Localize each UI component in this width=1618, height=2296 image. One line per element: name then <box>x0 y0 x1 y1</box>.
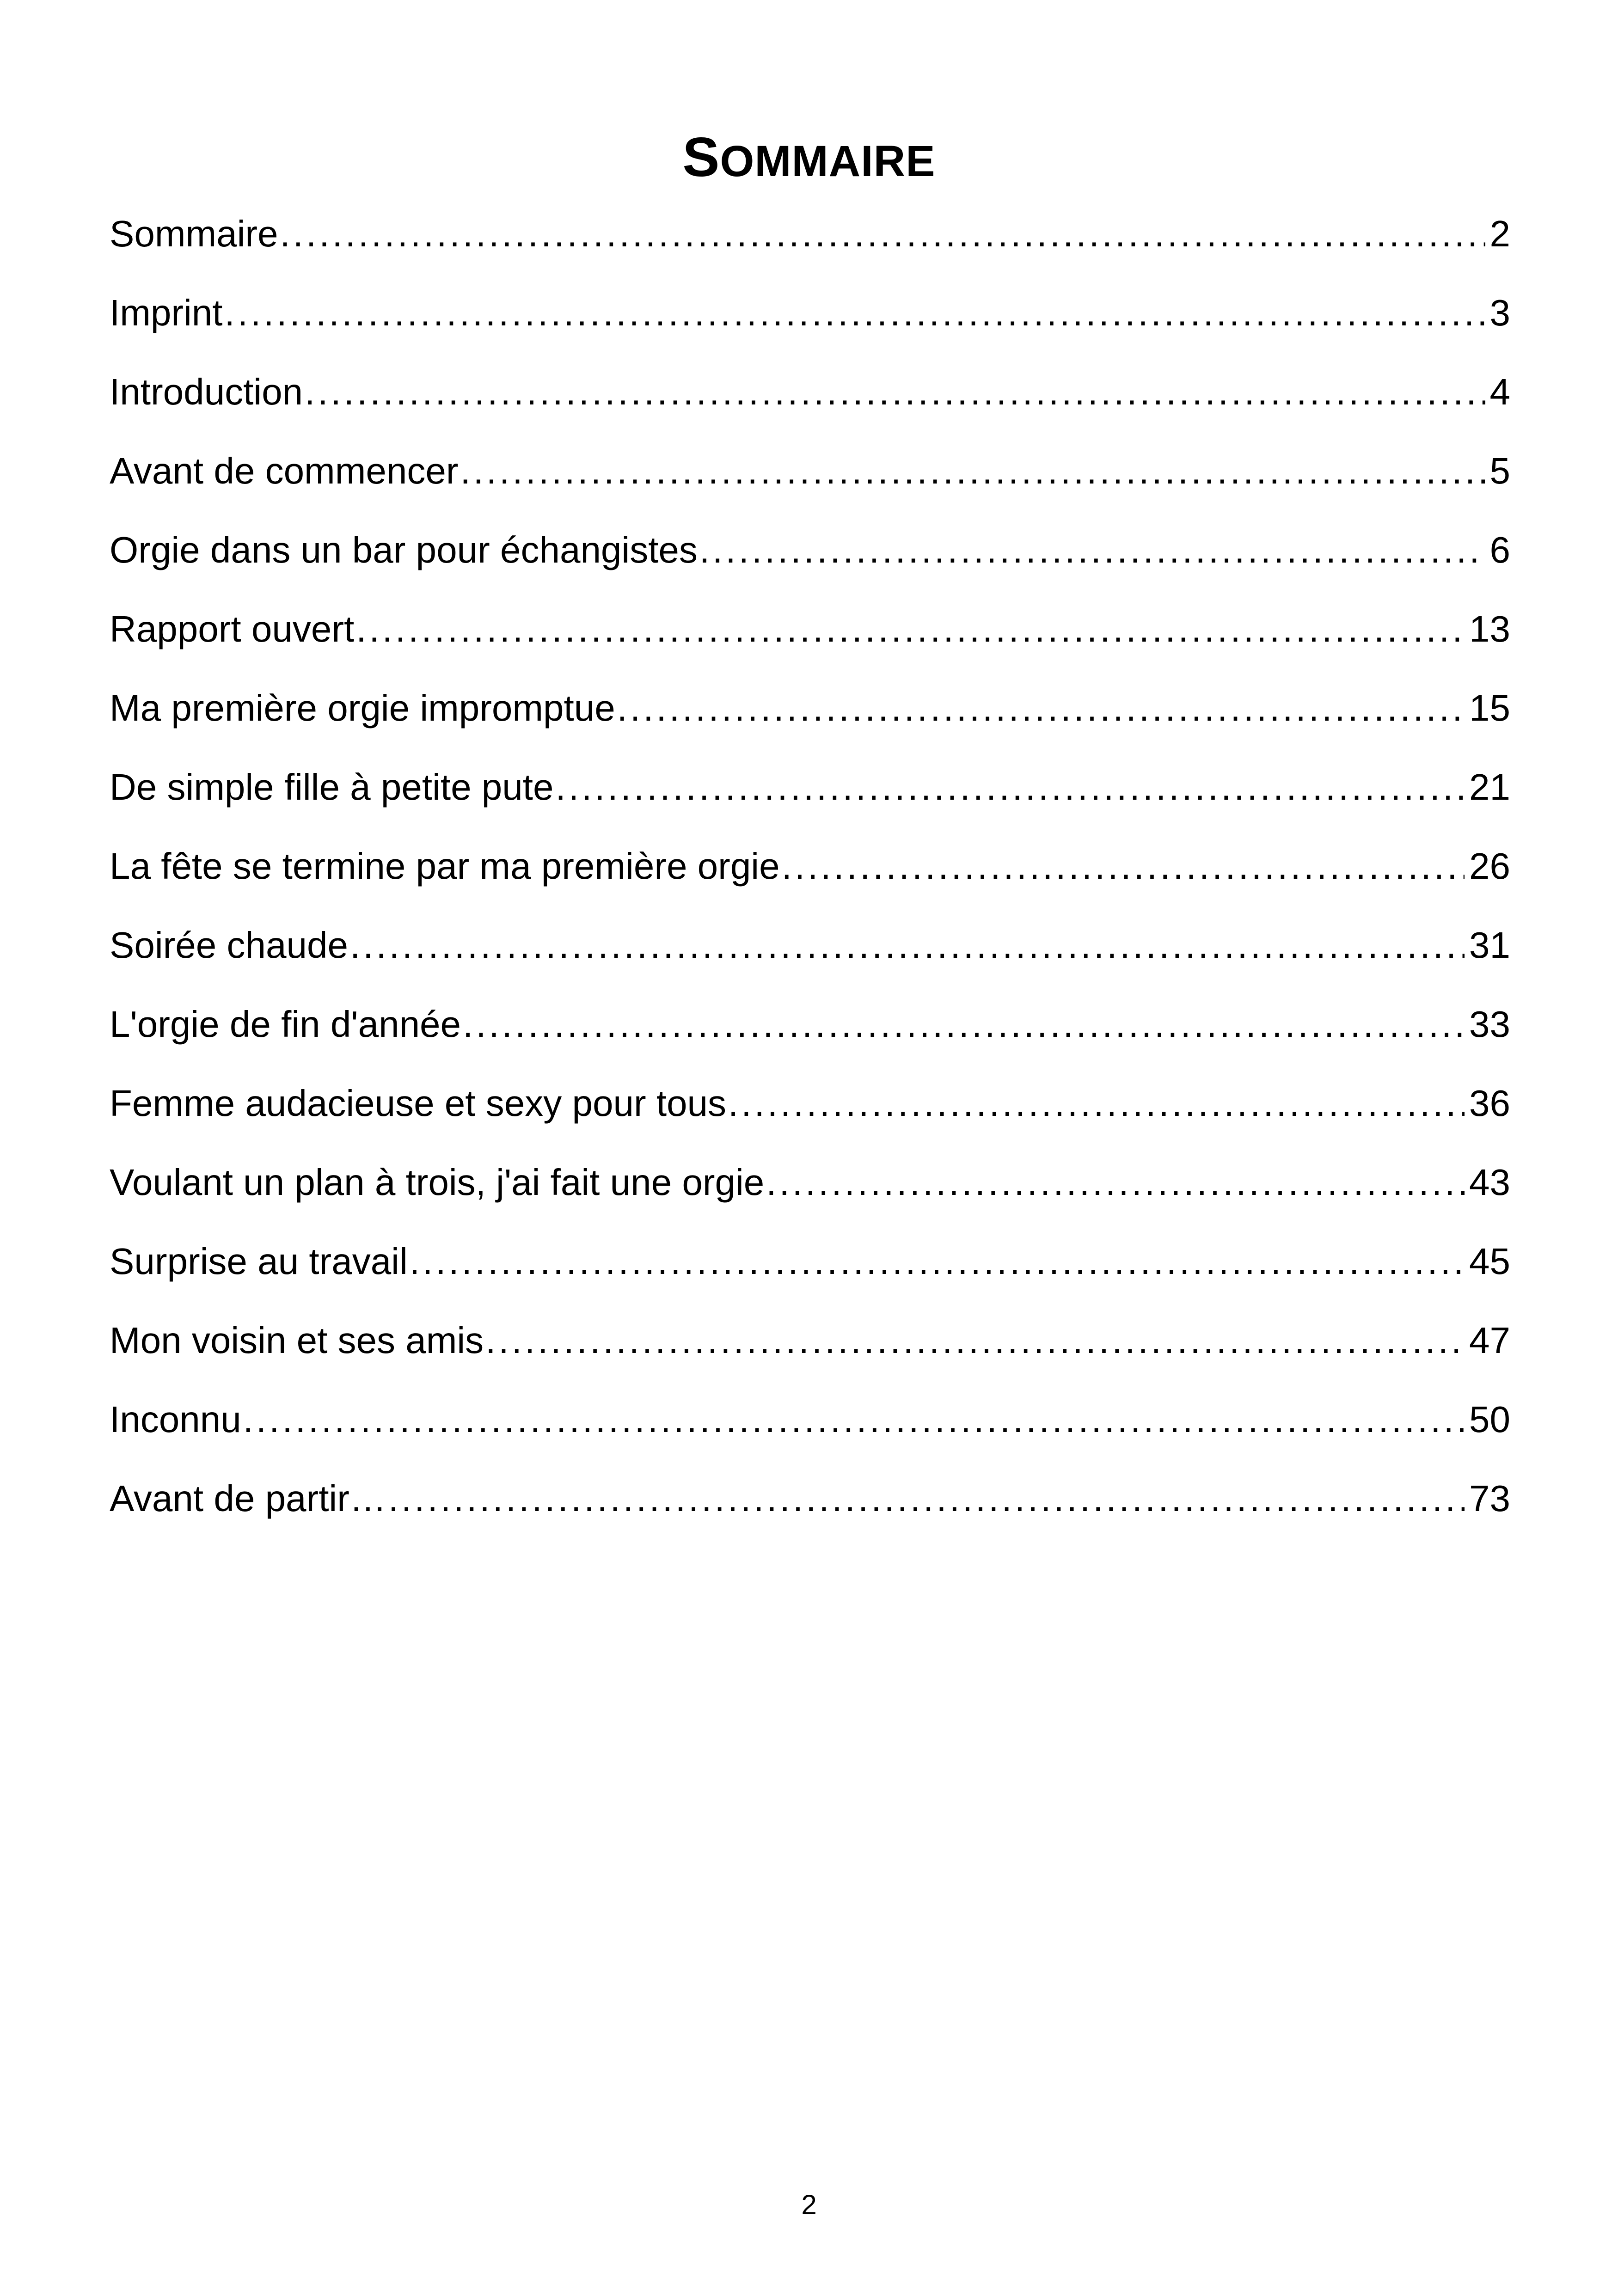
toc-entry-label: La fête se termine par ma première orgie <box>110 845 782 888</box>
toc-leader-dots <box>388 1477 1465 1520</box>
toc-entry-label: Femme audacieuse et sexy pour tous <box>110 1082 728 1125</box>
toc-leader-dots <box>728 1082 1465 1125</box>
toc-entry[interactable] <box>110 1301 1510 1380</box>
toc-entry-label: Surprise au travail <box>110 1240 410 1283</box>
toc-leader-dots <box>410 1240 1465 1283</box>
toc-entry[interactable] <box>110 985 1510 1064</box>
toc-leader-dots <box>225 292 1485 334</box>
page-title-rest: OMMAIRE <box>720 137 936 186</box>
toc-entry-label: Avant de commencer <box>110 450 460 492</box>
toc-leader-dots <box>617 687 1465 729</box>
toc-entry[interactable] <box>110 1380 1510 1459</box>
toc-entry-label: Introduction <box>110 371 305 413</box>
toc-entry-page: 31 <box>1465 924 1510 967</box>
toc-entry-label: Imprint <box>110 292 225 334</box>
toc-leader-dots <box>463 1003 1465 1046</box>
toc-entry-label: Avant de partir… <box>110 1477 388 1520</box>
toc-entry-label: Soirée chaude <box>110 924 350 967</box>
toc-entry-label: Sommaire <box>110 213 280 255</box>
toc-entry[interactable] <box>110 1459 1510 1538</box>
toc-entry-page: 13 <box>1465 608 1510 650</box>
toc-leader-dots <box>305 371 1485 413</box>
toc-leader-dots <box>280 213 1485 255</box>
toc-entry-page: 26 <box>1465 845 1510 888</box>
toc-leader-dots <box>485 1319 1465 1362</box>
toc-entry-page: 15 <box>1465 687 1510 729</box>
toc-entry-page: 43 <box>1465 1161 1510 1204</box>
toc-entry-page: 5 <box>1485 450 1511 492</box>
page-number: 2 <box>801 2189 817 2220</box>
page-title-initial: S <box>682 126 720 189</box>
toc-entry[interactable] <box>110 668 1510 747</box>
toc-entry-label: Mon voisin et ses amis <box>110 1319 485 1362</box>
toc-leader-dots <box>243 1398 1465 1441</box>
toc-entry-label: Orgie dans un bar pour échangistes <box>110 529 699 571</box>
toc-entry-page: 45 <box>1465 1240 1510 1283</box>
toc-entry-page: 36 <box>1465 1082 1510 1125</box>
toc-entry-label: Rapport ouvert <box>110 608 356 650</box>
toc-entry-page: 47 <box>1465 1319 1510 1362</box>
toc-entry-label: Voulant un plan à trois, j'ai fait une orgie <box>110 1161 766 1204</box>
toc-entry[interactable] <box>110 431 1510 510</box>
toc-leader-dots <box>699 529 1485 571</box>
toc-leader-dots <box>556 766 1465 808</box>
toc-entry-label: L'orgie de fin d'année <box>110 1003 463 1046</box>
toc-entry-page: 50 <box>1465 1398 1510 1441</box>
toc-leader-dots <box>356 608 1465 650</box>
toc-entry[interactable] <box>110 352 1510 431</box>
toc-entry[interactable] <box>110 510 1510 589</box>
toc-entry[interactable] <box>110 906 1510 985</box>
toc-entry-label: Inconnu <box>110 1398 243 1441</box>
toc-entry-page: 33 <box>1465 1003 1510 1046</box>
toc-entry[interactable] <box>110 747 1510 827</box>
toc-entry-page: 4 <box>1485 371 1511 413</box>
toc-entry-page: 2 <box>1485 213 1511 255</box>
toc-entry[interactable] <box>110 1064 1510 1143</box>
toc-entry-page: 73 <box>1465 1477 1510 1520</box>
toc-entry[interactable] <box>110 273 1510 352</box>
page-title <box>0 125 1618 194</box>
toc-entry-label: Ma première orgie impromptue <box>110 687 617 729</box>
toc-entry[interactable] <box>110 589 1510 668</box>
toc-entry[interactable] <box>110 827 1510 906</box>
toc-entry-page: 6 <box>1485 529 1511 571</box>
toc-entry[interactable] <box>110 1222 1510 1301</box>
toc-entry-label: De simple fille à petite pute <box>110 766 556 808</box>
toc-leader-dots <box>460 450 1485 492</box>
toc-entry[interactable] <box>110 194 1510 273</box>
table-of-contents <box>110 194 1510 1538</box>
toc-entry[interactable] <box>110 1143 1510 1222</box>
toc-leader-dots <box>350 924 1465 967</box>
toc-entry-page: 3 <box>1485 292 1511 334</box>
toc-leader-dots <box>782 845 1465 888</box>
toc-entry-page: 21 <box>1465 766 1510 808</box>
toc-leader-dots <box>766 1161 1465 1204</box>
